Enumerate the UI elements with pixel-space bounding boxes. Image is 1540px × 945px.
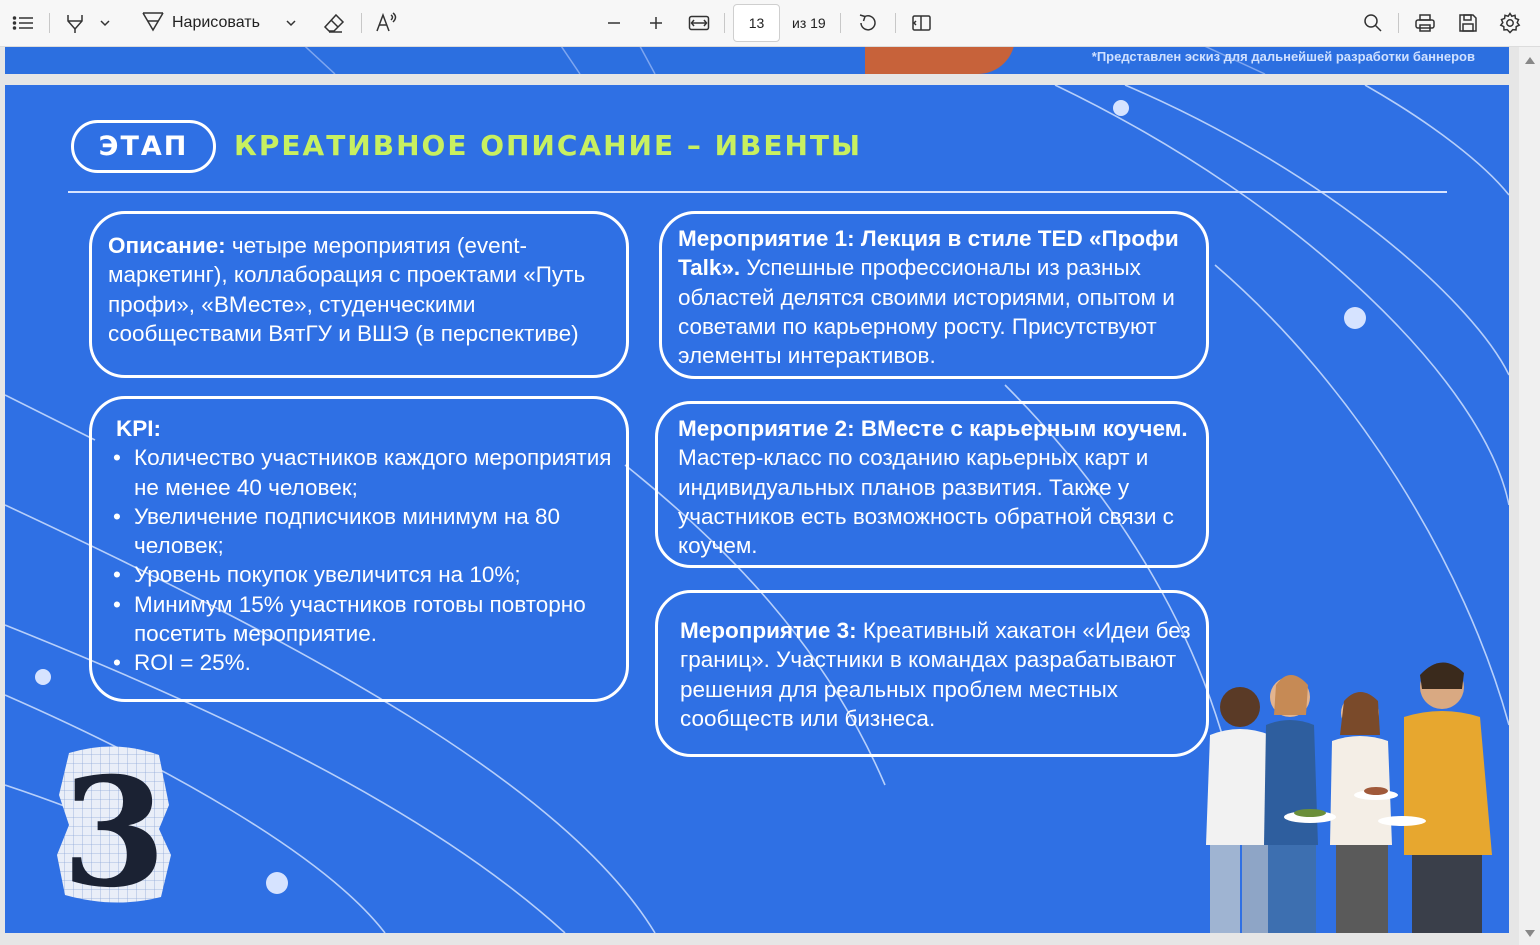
- zoom-out-icon[interactable]: [602, 8, 626, 38]
- banner-note: *Представлен эскиз для дальнейшей разработки баннеров: [1091, 49, 1475, 64]
- stage-badge: ЭТАП: [71, 120, 216, 173]
- kpi-item: • Увеличение подписчиков минимум на 80 человек;: [92, 502, 614, 561]
- settings-icon[interactable]: [1497, 8, 1523, 38]
- draw-button[interactable]: [140, 8, 285, 38]
- eraser-icon[interactable]: [321, 8, 347, 38]
- kpi-item: • Уровень покупок увеличится на 10%;: [92, 560, 614, 589]
- stage-number: 3: [61, 745, 167, 905]
- slide-page-13: [5, 85, 1509, 933]
- event-title: Мероприятие 1: Лекция в стиле TED «Профи Talk».: [678, 226, 1179, 281]
- kpi-label: KPI:: [116, 416, 161, 441]
- people-photo: [1180, 645, 1509, 933]
- kpi-list: [92, 443, 614, 677]
- kpi-card: [89, 396, 629, 702]
- toolbar-divider: [840, 13, 841, 33]
- kpi-item: • Минимум 15% участников готовы повторно посетить мероприятие.: [92, 590, 614, 649]
- event-title: Мероприятие 3:: [680, 618, 857, 643]
- zoom-in-icon[interactable]: [644, 8, 668, 38]
- toolbar-divider: [49, 13, 50, 33]
- event-text: Мастер-класс по созданию карьерных карт и индивидуальных планов развития. Также у участников есть возможность обратной связи с коучем.: [678, 445, 1174, 559]
- toolbar-divider: [895, 13, 896, 33]
- kpi-item: • Количество участников каждого мероприятия не менее 40 человек;: [92, 443, 614, 502]
- read-aloud-icon[interactable]: [373, 8, 401, 38]
- toolbar-divider: [1398, 13, 1399, 33]
- page-view-icon[interactable]: [908, 8, 934, 38]
- draw-label: Нарисовать: [172, 14, 260, 31]
- kpi-item: • ROI = 25%.: [92, 648, 614, 677]
- event-card-3: [655, 590, 1209, 757]
- toolbar-divider: [361, 13, 362, 33]
- save-icon[interactable]: [1455, 8, 1481, 38]
- event-card-2: [655, 401, 1209, 568]
- photo-fragment: [865, 47, 1015, 74]
- scroll-up-icon[interactable]: [1525, 57, 1535, 64]
- event-text: Успешные профессионалы из разных областей делятся своими историями, опытом и советами по карьерному росту. Присутствуют элементы интерактивов.: [678, 255, 1175, 369]
- event-text: Креативный хакатон «Идеи без границ». Участники в командах разрабатывают решения для реальных проблем местных сообществ или бизнеса.: [680, 618, 1191, 731]
- print-icon[interactable]: [1412, 8, 1438, 38]
- slide-title: КРЕАТИВНОЕ ОПИСАНИЕ – ИВЕНТЫ: [234, 129, 863, 162]
- previous-page: [5, 47, 1509, 74]
- chevron-down-icon[interactable]: [282, 8, 300, 38]
- scroll-down-icon[interactable]: [1525, 930, 1535, 937]
- description-label: Описание:: [108, 233, 226, 258]
- toolbar-divider: [724, 13, 725, 33]
- document-viewport[interactable]: [0, 47, 1519, 945]
- event-card-1: [659, 211, 1209, 379]
- fit-width-icon[interactable]: [686, 8, 712, 38]
- vertical-scrollbar[interactable]: [1519, 47, 1540, 945]
- event-title: Мероприятие 2: ВМесте с карьерным коучем.: [678, 416, 1188, 441]
- description-card: [89, 211, 629, 378]
- description-text: четыре мероприятия (event-маркетинг), коллаборация с проектами «Путь профи», «ВМесте», студенческими сообществами ВятГУ и ВШЭ (в перспективе): [108, 233, 586, 346]
- page-total: из 19: [792, 15, 826, 31]
- chevron-down-icon[interactable]: [96, 8, 114, 38]
- stage-number-graphic: [55, 745, 173, 905]
- rotate-icon[interactable]: [855, 8, 881, 38]
- contents-icon[interactable]: [10, 8, 36, 38]
- search-icon[interactable]: [1360, 8, 1386, 38]
- highlighter-icon[interactable]: [62, 8, 88, 38]
- title-divider: [68, 191, 1447, 193]
- draw-icon: [140, 10, 166, 37]
- page-number-input[interactable]: [733, 4, 780, 42]
- pdf-toolbar: [0, 0, 1540, 47]
